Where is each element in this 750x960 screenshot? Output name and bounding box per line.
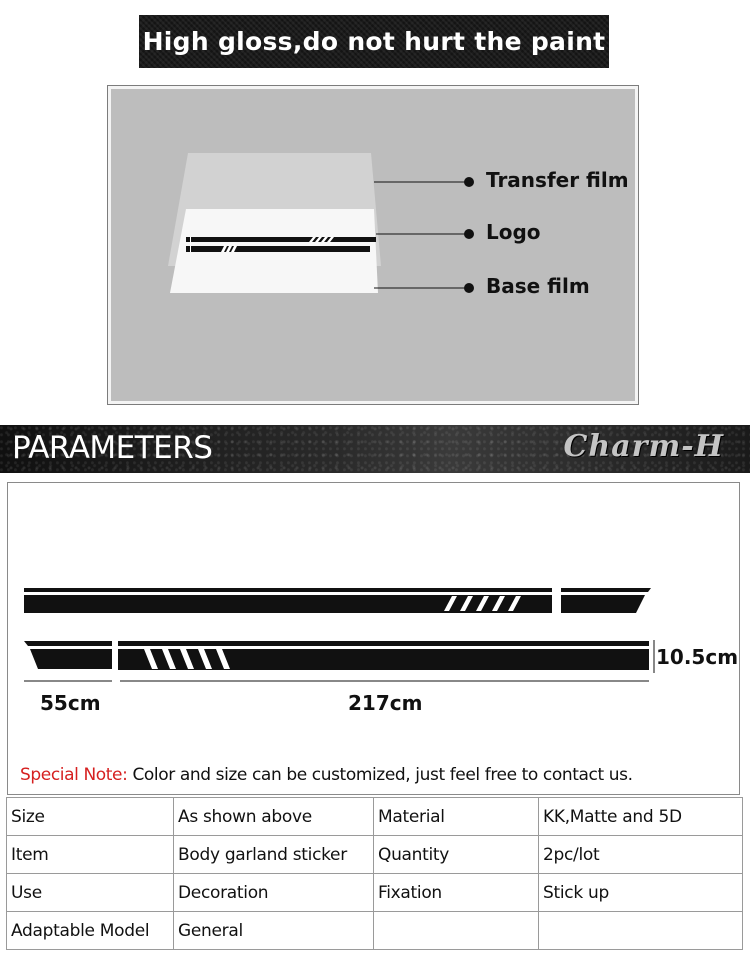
- brand-logo: Charm-H: [563, 429, 724, 464]
- spec-key: Size: [7, 798, 174, 836]
- lower-long-stripe: [118, 641, 649, 670]
- spec-key: [374, 912, 539, 950]
- spec-value: 2pc/lot: [539, 836, 743, 874]
- banner-text: High gloss,do not hurt the paint: [142, 27, 606, 56]
- base-film-dot: [464, 283, 474, 293]
- table-row: [7, 912, 743, 950]
- parameters-header: [0, 425, 750, 473]
- spec-key: Material: [374, 798, 539, 836]
- spec-key: Quantity: [374, 836, 539, 874]
- spec-value: Stick up: [539, 874, 743, 912]
- special-note-text: Color and size can be customized, just feel free to contact us.: [127, 765, 633, 785]
- logo-label: Logo: [486, 220, 541, 244]
- special-note-key: Special Note:: [20, 765, 128, 785]
- spec-key: Adaptable Model: [7, 912, 174, 950]
- top-banner: [139, 15, 609, 68]
- stripe-illustration: [8, 483, 741, 796]
- parameters-title: PARAMETERS: [12, 430, 213, 466]
- table-row: [7, 836, 743, 874]
- height-label: 10.5cm: [656, 645, 739, 669]
- transfer-film-dot: [464, 177, 474, 187]
- special-note: [20, 765, 633, 785]
- spec-value: Body garland sticker: [174, 836, 374, 874]
- film-layers-illustration: [108, 86, 640, 406]
- product-panel: [7, 482, 740, 795]
- table-row: [7, 798, 743, 836]
- spec-table: [6, 797, 743, 950]
- long-length-label: 217cm: [348, 691, 423, 715]
- table-row: [7, 874, 743, 912]
- spec-key: Use: [7, 874, 174, 912]
- lower-short-stripe: [24, 641, 112, 669]
- base-film-label: Base film: [486, 274, 590, 298]
- short-length-label: 55cm: [40, 691, 101, 715]
- spec-value: Decoration: [174, 874, 374, 912]
- film-diagram: [107, 85, 639, 405]
- spec-value: As shown above: [174, 798, 374, 836]
- spec-value: KK,Matte and 5D: [539, 798, 743, 836]
- spec-value: [539, 912, 743, 950]
- spec-key: Fixation: [374, 874, 539, 912]
- spec-key: Item: [7, 836, 174, 874]
- upper-stripe: [24, 588, 651, 613]
- spec-value: General: [174, 912, 374, 950]
- logo-dot: [464, 229, 474, 239]
- transfer-film-label: Transfer film: [486, 168, 629, 192]
